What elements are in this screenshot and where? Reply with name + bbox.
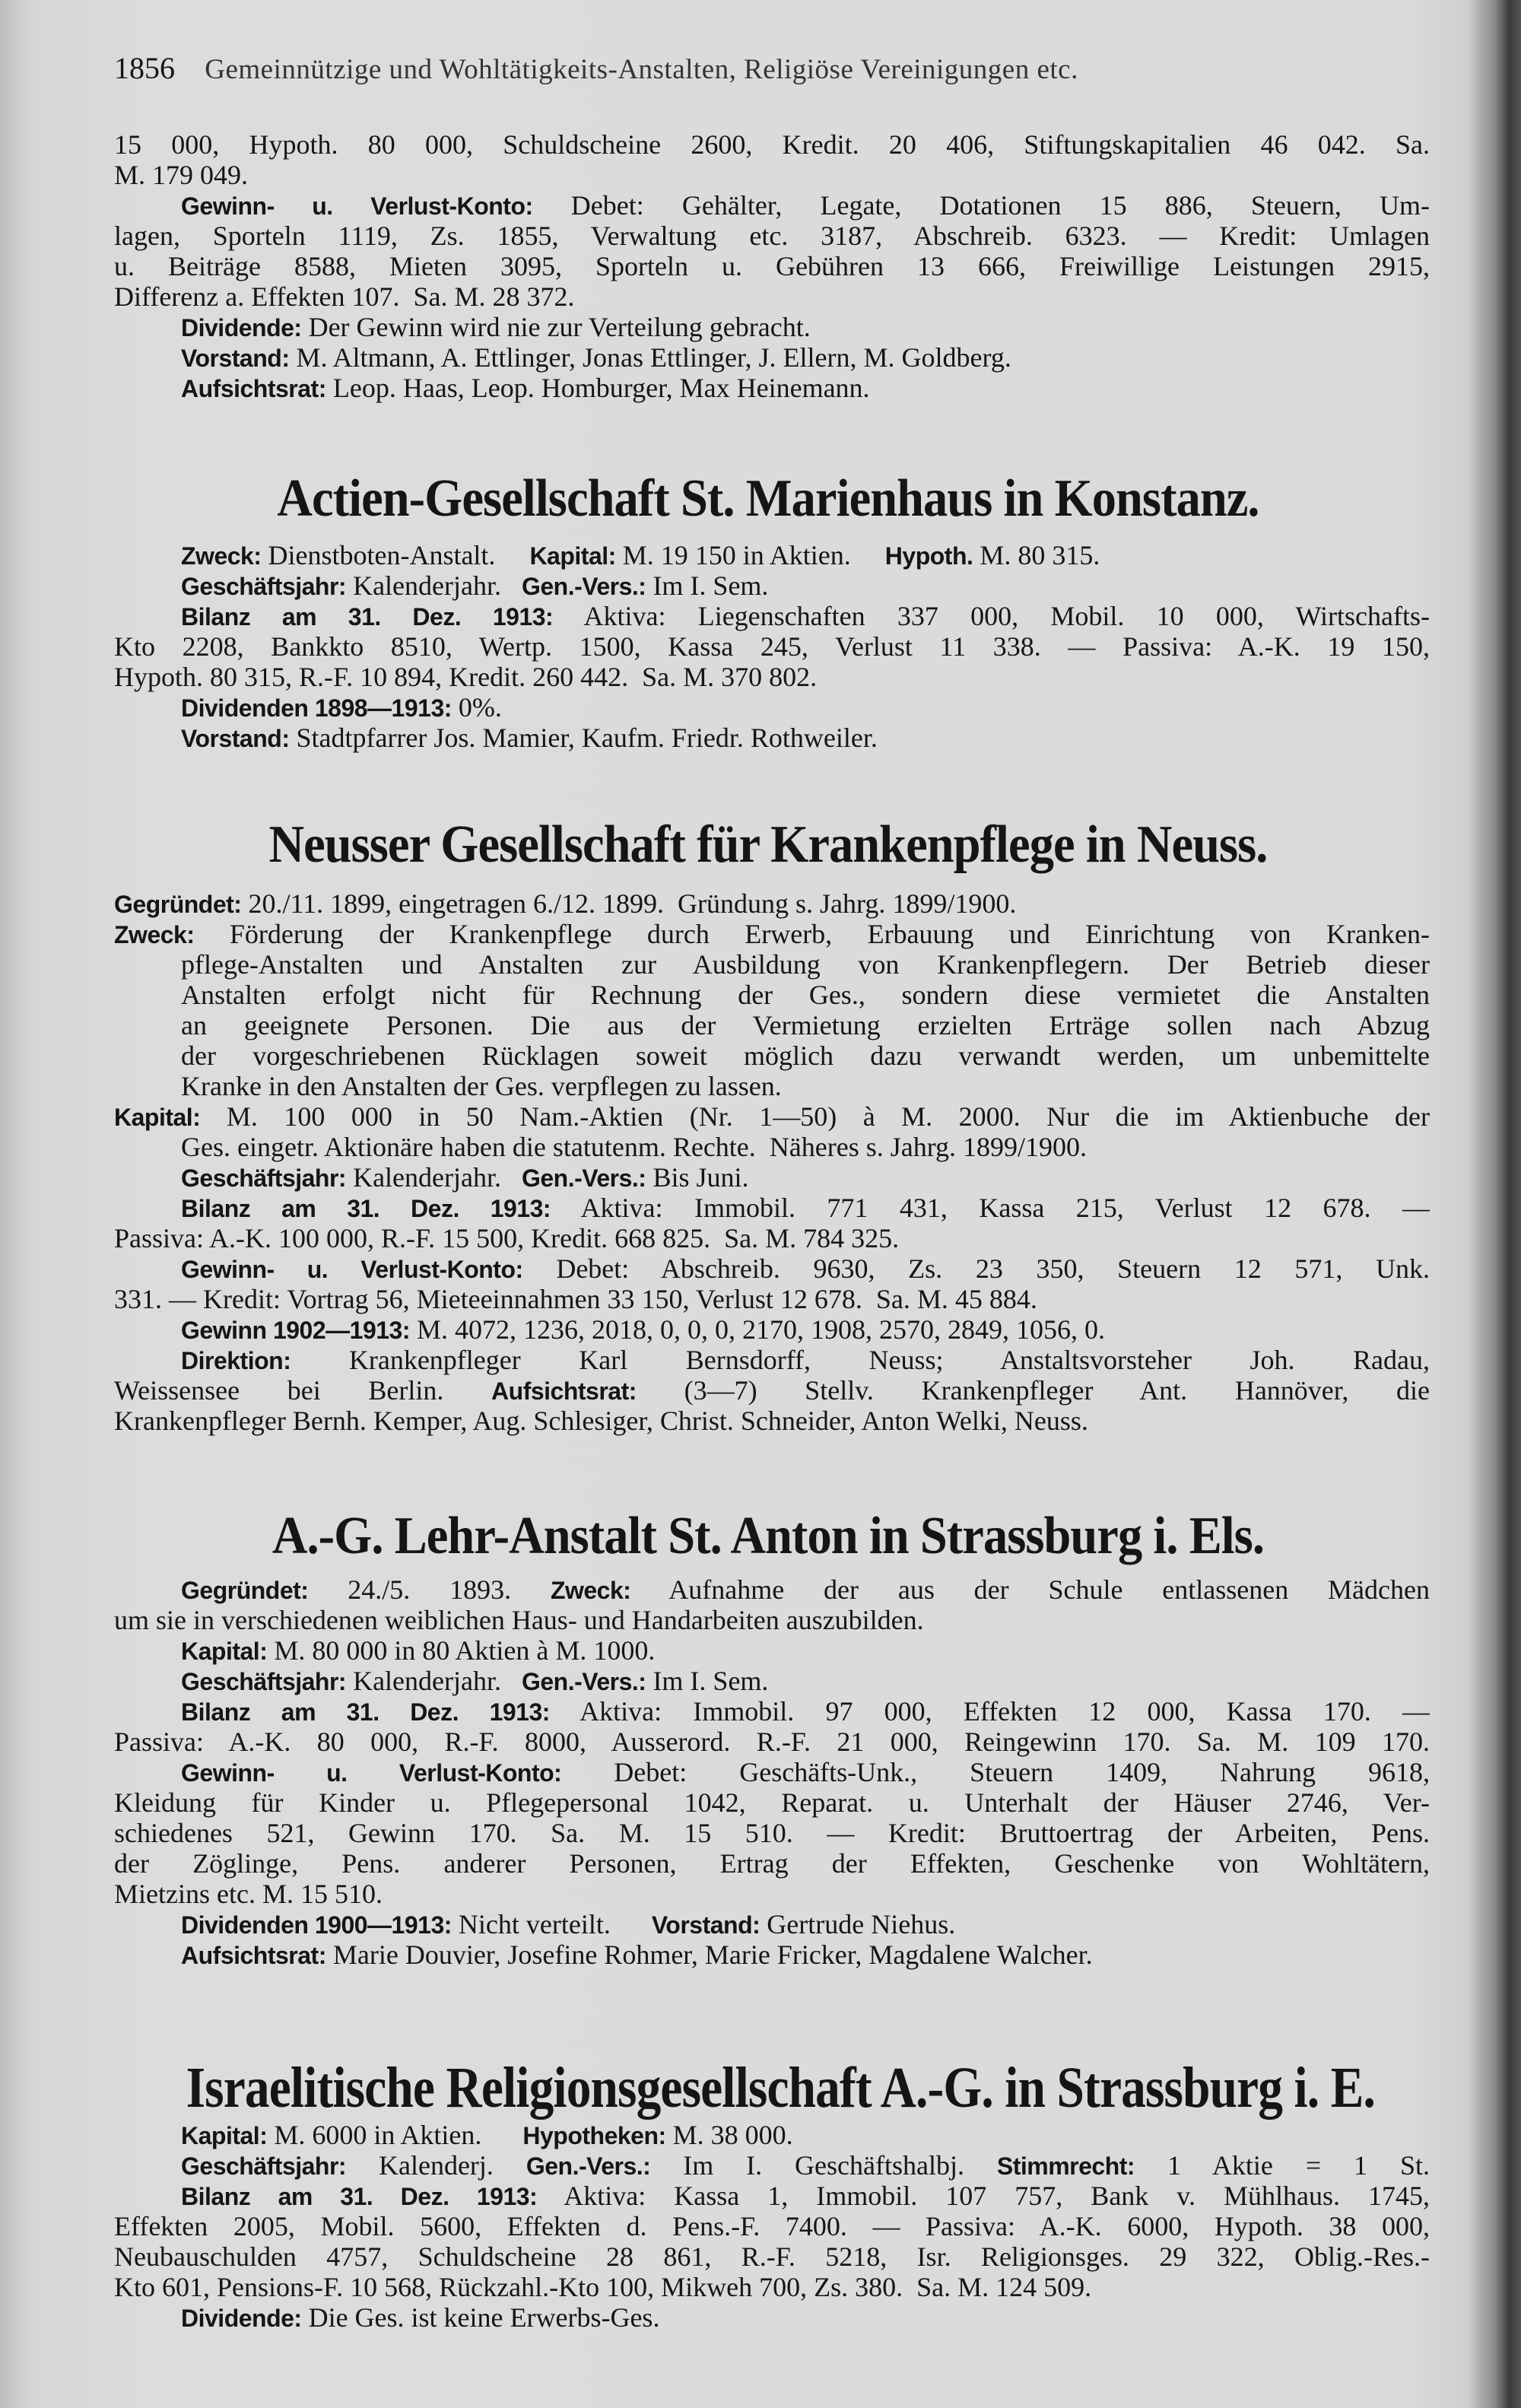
field-text: Dienstboten-Anstalt. — [261, 540, 530, 570]
field-label: Hypotheken: — [522, 2122, 666, 2149]
field-text: u. Beiträge 8588, Mieten 3095, Sporteln u. Gebühren 13 666, Freiwillige Leistungen 2915, — [114, 251, 1430, 281]
entry-israelitische — [114, 2120, 1430, 2333]
text-line — [114, 2272, 1430, 2302]
text-line — [114, 1909, 1430, 1939]
field-text: pflege-Anstalten und Anstalten zur Ausbildung von Krankenpflegern. Der Betrieb dieser — [181, 949, 1430, 980]
field-label: Geschäftsjahr: — [181, 1668, 347, 1695]
field-text: Marie Douvier, Josefine Rohmer, Marie Fricker, Magdalene Walcher. — [325, 1939, 1093, 1970]
field-text: Differenz a. Effekten 107. Sa. M. 28 372. — [114, 281, 575, 312]
running-title: Gemeinnützige und Wohltätigkeits-Anstalten, Religiöse Vereinigungen etc. — [205, 54, 1078, 85]
text-line — [114, 919, 1430, 949]
field-text: Effekten 2005, Mobil. 5600, Effekten d. Pens.-F. 7400. — Passiva: A.-K. 6000, Hypoth. 38 000, — [114, 2211, 1430, 2241]
field-label: Dividenden 1900—1913: — [181, 1911, 452, 1939]
field-text: Kalenderj. — [346, 2150, 526, 2181]
text-line — [114, 1040, 1430, 1071]
field-text: M. 179 049. — [114, 160, 249, 190]
entry-title-marienhaus: Actien-Gesellschaft St. Marienhaus in Konstanz. — [277, 469, 1259, 528]
field-label: Geschäftsjahr: — [181, 573, 347, 600]
text-line — [114, 1818, 1430, 1848]
field-label: Zweck: — [181, 542, 262, 570]
field-text: M. 38 000. — [665, 2120, 793, 2150]
field-text: Passiva: A.-K. 100 000, R.-F. 15 500, Kredit. 668 825. Sa. M. 784 325. — [114, 1223, 900, 1253]
entry-marienhaus — [114, 540, 1430, 753]
field-text: schiedenes 521, Gewinn 170. Sa. M. 15 510. — Kredit: Bruttoertrag der Arbeiten, Pens. — [114, 1818, 1430, 1848]
field-label: Vorstand: — [181, 725, 290, 752]
field-text: Kranke in den Anstalten der Ges. verpflegen zu lassen. — [181, 1071, 782, 1101]
field-label: Direktion: — [181, 1347, 291, 1374]
text-line — [114, 373, 1430, 403]
field-text: Debet: Gehälter, Legate, Dotationen 15 886, Steuern, Um- — [532, 190, 1430, 221]
field-text: Ges. eingetr. Aktionäre haben die statutenm. Rechte. Näheres s. Jahrg. 1899/1900. — [181, 1132, 1088, 1162]
text-line — [114, 1071, 1430, 1101]
field-text: Bis Juni. — [646, 1162, 749, 1193]
text-line — [114, 1223, 1430, 1253]
field-label: Kapital: — [181, 2122, 268, 2149]
field-text: Kalenderjahr. — [346, 570, 522, 601]
field-text: M. 19 150 in Aktien. — [615, 540, 885, 570]
field-text: Krankenpfleger Karl Bernsdorff, Neuss; Anstaltsvorsteher Joh. Radau, — [291, 1345, 1430, 1375]
text-line — [114, 2241, 1430, 2272]
text-line — [114, 2120, 1430, 2150]
field-text: Aufnahme der aus der Schule entlassenen Mädchen — [630, 1574, 1430, 1605]
field-label: Hypoth. — [884, 542, 973, 570]
field-text: Gertrude Niehus. — [760, 1909, 956, 1939]
text-line — [114, 2302, 1430, 2333]
field-label: Kapital: — [529, 542, 616, 570]
text-line — [114, 1284, 1430, 1314]
field-text: Mietzins etc. M. 15 510. — [114, 1879, 383, 1909]
text-line — [114, 1314, 1430, 1345]
field-label: Gegründet: — [181, 1577, 309, 1604]
text-line — [114, 570, 1430, 601]
field-text: Neubauschulden 4757, Schuldscheine 28 861, R.-F. 5218, Isr. Religionsges. 29 322, Oblig.-Res.- — [114, 2241, 1430, 2272]
running-header — [114, 50, 1407, 88]
text-line — [114, 1939, 1430, 1970]
text-line — [114, 312, 1430, 342]
field-text: Kalenderjahr. — [346, 1162, 522, 1193]
entry-lehr-anstalt — [114, 1574, 1430, 1970]
text-line — [114, 601, 1430, 631]
field-text: Im I. Sem. — [646, 1666, 769, 1696]
field-text: M. Altmann, A. Ettlinger, Jonas Ettlinger, J. Ellern, M. Goldberg. — [289, 342, 1011, 373]
field-label: Geschäftsjahr: — [181, 1164, 347, 1192]
field-label: Gen.-Vers.: — [521, 573, 646, 600]
entry-title-israelitische: Israelitische Religionsgesellschaft A.-G. in Strassburg i. E. — [186, 2056, 1375, 2120]
field-text: Kalenderjahr. — [346, 1666, 522, 1696]
text-line — [114, 1375, 1430, 1406]
text-line — [114, 1696, 1430, 1727]
entry-title-neusser: Neusser Gesellschaft für Krankenpflege in Neuss. — [268, 815, 1268, 874]
field-label: Gewinn 1902—1913: — [181, 1317, 410, 1344]
text-line — [114, 1605, 1430, 1635]
text-line — [114, 1101, 1430, 1132]
field-text: Kto 601, Pensions-F. 10 568, Rückzahl.-Kto 100, Mikweh 700, Zs. 380. Sa. M. 124 509. — [114, 2272, 1092, 2302]
field-text: Debet: Abschreib. 9630, Zs. 23 350, Steuern 12 571, Unk. — [522, 1253, 1430, 1284]
field-text: Hypoth. 80 315, R.-F. 10 894, Kredit. 260 442. Sa. M. 370 802. — [114, 662, 818, 692]
field-text: M. 80 315. — [973, 540, 1100, 570]
field-label: Zweck: — [550, 1577, 631, 1604]
field-text: Förderung der Krankenpflege durch Erwerb, Erbauung und Einrichtung von Kranken- — [194, 919, 1430, 949]
field-text: Nicht verteilt. — [451, 1909, 652, 1939]
entry-title-lehr-anstalt: A.-G. Lehr-Anstalt St. Anton in Strassburg i. Els. — [271, 1507, 1265, 1565]
field-label: Gegründet: — [114, 891, 242, 918]
text-line — [114, 631, 1430, 662]
field-text: Aktiva: Immobil. 97 000, Effekten 12 000, Kassa 170. — — [549, 1696, 1430, 1727]
field-text: Kto 2208, Bankkto 8510, Wertp. 1500, Kassa 245, Verlust 11 338. — Passiva: A.-K. 19 150, — [114, 631, 1430, 662]
text-line — [114, 2181, 1430, 2211]
field-text: der Zöglinge, Pens. anderer Personen, Ertrag der Effekten, Geschenke von Wohltätern, — [114, 1848, 1430, 1879]
text-line — [114, 1132, 1430, 1162]
text-line — [114, 190, 1430, 221]
field-text: Aktiva: Kassa 1, Immobil. 107 757, Bank v. Mühlhaus. 1745, — [537, 2181, 1430, 2211]
field-label: Vorstand: — [181, 345, 290, 372]
field-label: Dividende: — [181, 314, 302, 342]
field-text: Debet: Geschäfts-Unk., Steuern 1409, Nahrung 9618, — [561, 1757, 1430, 1787]
text-line — [114, 1162, 1430, 1193]
text-line — [114, 1848, 1430, 1879]
field-text: 20./11. 1899, eingetragen 6./12. 1899. Gründung s. Jahrg. 1899/1900. — [241, 888, 1017, 919]
field-text: M. 4072, 1236, 2018, 0, 0, 0, 2170, 1908, 2570, 2849, 1056, 0. — [409, 1314, 1105, 1345]
field-text: an geeignete Personen. Die aus der Vermietung erzielten Erträge sollen nach Abzug — [181, 1010, 1430, 1040]
text-line — [114, 1757, 1430, 1787]
text-line — [114, 129, 1430, 160]
field-label: Gen.-Vers.: — [526, 2152, 651, 2180]
text-line — [114, 1406, 1430, 1436]
field-label: Dividende: — [181, 2305, 302, 2332]
field-label: Gen.-Vers.: — [521, 1668, 646, 1695]
field-text: Leop. Haas, Leop. Homburger, Max Heinemann. — [325, 373, 870, 403]
field-label: Bilanz am 31. Dez. 1913: — [181, 1195, 551, 1222]
field-label: Gewinn- u. Verlust-Konto: — [181, 192, 533, 220]
text-line — [114, 2150, 1430, 2181]
text-line — [114, 662, 1430, 692]
field-text: Aktiva: Liegenschaften 337 000, Mobil. 10 000, Wirtschafts- — [553, 601, 1430, 631]
field-text: (3—7) Stellv. Krankenpfleger Ant. Hannöver, die — [636, 1375, 1430, 1406]
field-label: Aufsichtsrat: — [491, 1377, 637, 1405]
field-label: Gen.-Vers.: — [521, 1164, 646, 1192]
field-label: Geschäftsjahr: — [181, 2152, 347, 2180]
text-line — [114, 1787, 1430, 1818]
text-line — [114, 251, 1430, 281]
field-text: Krankenpfleger Bernh. Kemper, Aug. Schlesiger, Christ. Schneider, Anton Welki, Neuss. — [114, 1406, 1088, 1436]
field-label: Gewinn- u. Verlust-Konto: — [181, 1256, 523, 1283]
text-line — [114, 888, 1430, 919]
field-text: 331. — Kredit: Vortrag 56, Mieteeinnahmen 33 150, Verlust 12 678. Sa. M. 45 884. — [114, 1284, 1037, 1314]
field-label: Dividenden 1898—1913: — [181, 694, 452, 722]
field-label: Bilanz am 31. Dez. 1913: — [181, 1698, 550, 1726]
text-line — [114, 1010, 1430, 1040]
field-text: Passiva: A.-K. 80 000, R.-F. 8000, Ausserord. R.-F. 21 000, Reingewinn 170. Sa. M. 109 170. — [114, 1727, 1430, 1757]
field-text: 15 000, Hypoth. 80 000, Schuldscheine 2600, Kredit. 20 406, Stiftungskapitalien 46 042. Sa. — [114, 129, 1430, 160]
field-label: Vorstand: — [651, 1911, 760, 1939]
field-label: Aufsichtsrat: — [181, 1942, 326, 1969]
entry-continuation — [114, 129, 1430, 403]
field-label: Gewinn- u. Verlust-Konto: — [181, 1759, 562, 1787]
field-text: Im I. Sem. — [646, 570, 769, 601]
field-label: Kapital: — [114, 1104, 201, 1131]
text-line — [114, 1574, 1430, 1605]
field-text: Stadtpfarrer Jos. Mamier, Kaufm. Friedr. Rothweiler. — [289, 723, 878, 753]
text-line — [114, 281, 1430, 312]
field-label: Bilanz am 31. Dez. 1913: — [181, 2183, 538, 2210]
field-label: Aufsichtsrat: — [181, 375, 326, 402]
text-line — [114, 1879, 1430, 1909]
field-label: Stimmrecht: — [996, 2152, 1135, 2180]
text-line — [114, 1727, 1430, 1757]
field-text: um sie in verschiedenen weiblichen Haus- und Handarbeiten auszubilden. — [114, 1605, 924, 1635]
field-text: M. 80 000 in 80 Aktien à M. 1000. — [267, 1635, 656, 1666]
text-line — [114, 1345, 1430, 1375]
text-line — [114, 723, 1430, 753]
field-text: Kleidung für Kinder u. Pflegepersonal 1042, Reparat. u. Unterhalt der Häuser 2746, Ver- — [114, 1787, 1430, 1818]
text-line — [114, 1635, 1430, 1666]
field-text: Der Gewinn wird nie zur Verteilung gebracht. — [301, 312, 811, 342]
field-text: lagen, Sporteln 1119, Zs. 1855, Verwaltung etc. 3187, Abschreib. 6323. — Kredit: Umlagen — [114, 221, 1430, 251]
text-line — [114, 2211, 1430, 2241]
field-text: M. 6000 in Aktien. — [267, 2120, 523, 2150]
field-label: Bilanz am 31. Dez. 1913: — [181, 603, 554, 631]
text-line — [114, 1193, 1430, 1223]
field-text: 0%. — [451, 692, 502, 723]
text-line — [114, 160, 1430, 190]
field-text: Anstalten erfolgt nicht für Rechnung der Ges., sondern diese vermietet die Anstalten — [181, 980, 1430, 1010]
field-text: Die Ges. ist keine Erwerbs-Ges. — [301, 2302, 660, 2333]
text-line — [114, 342, 1430, 373]
text-line — [114, 1253, 1430, 1284]
text-line — [114, 540, 1430, 570]
text-line — [114, 980, 1430, 1010]
field-label: Kapital: — [181, 1638, 268, 1665]
field-label: Zweck: — [114, 921, 195, 948]
field-text: Weissensee bei Berlin. — [114, 1375, 492, 1406]
field-text: M. 100 000 in 50 Nam.-Aktien (Nr. 1—50) à M. 2000. Nur die im Aktienbuche der — [200, 1101, 1430, 1132]
text-line — [114, 221, 1430, 251]
text-line — [114, 1666, 1430, 1696]
field-text: 24./5. 1893. — [308, 1574, 551, 1605]
text-line — [114, 692, 1430, 723]
text-line — [114, 949, 1430, 980]
field-text: Im I. Geschäftshalbj. — [650, 2150, 997, 2181]
field-text: 1 Aktie = 1 St. — [1135, 2150, 1430, 2181]
field-text: Aktiva: Immobil. 771 431, Kassa 215, Verlust 12 678. — — [551, 1193, 1430, 1223]
field-text: der vorgeschriebenen Rücklagen soweit möglich dazu verwandt werden, um unbemittelte — [181, 1040, 1430, 1071]
entry-neusser — [114, 888, 1430, 1436]
page-number: 1856 — [114, 51, 175, 85]
